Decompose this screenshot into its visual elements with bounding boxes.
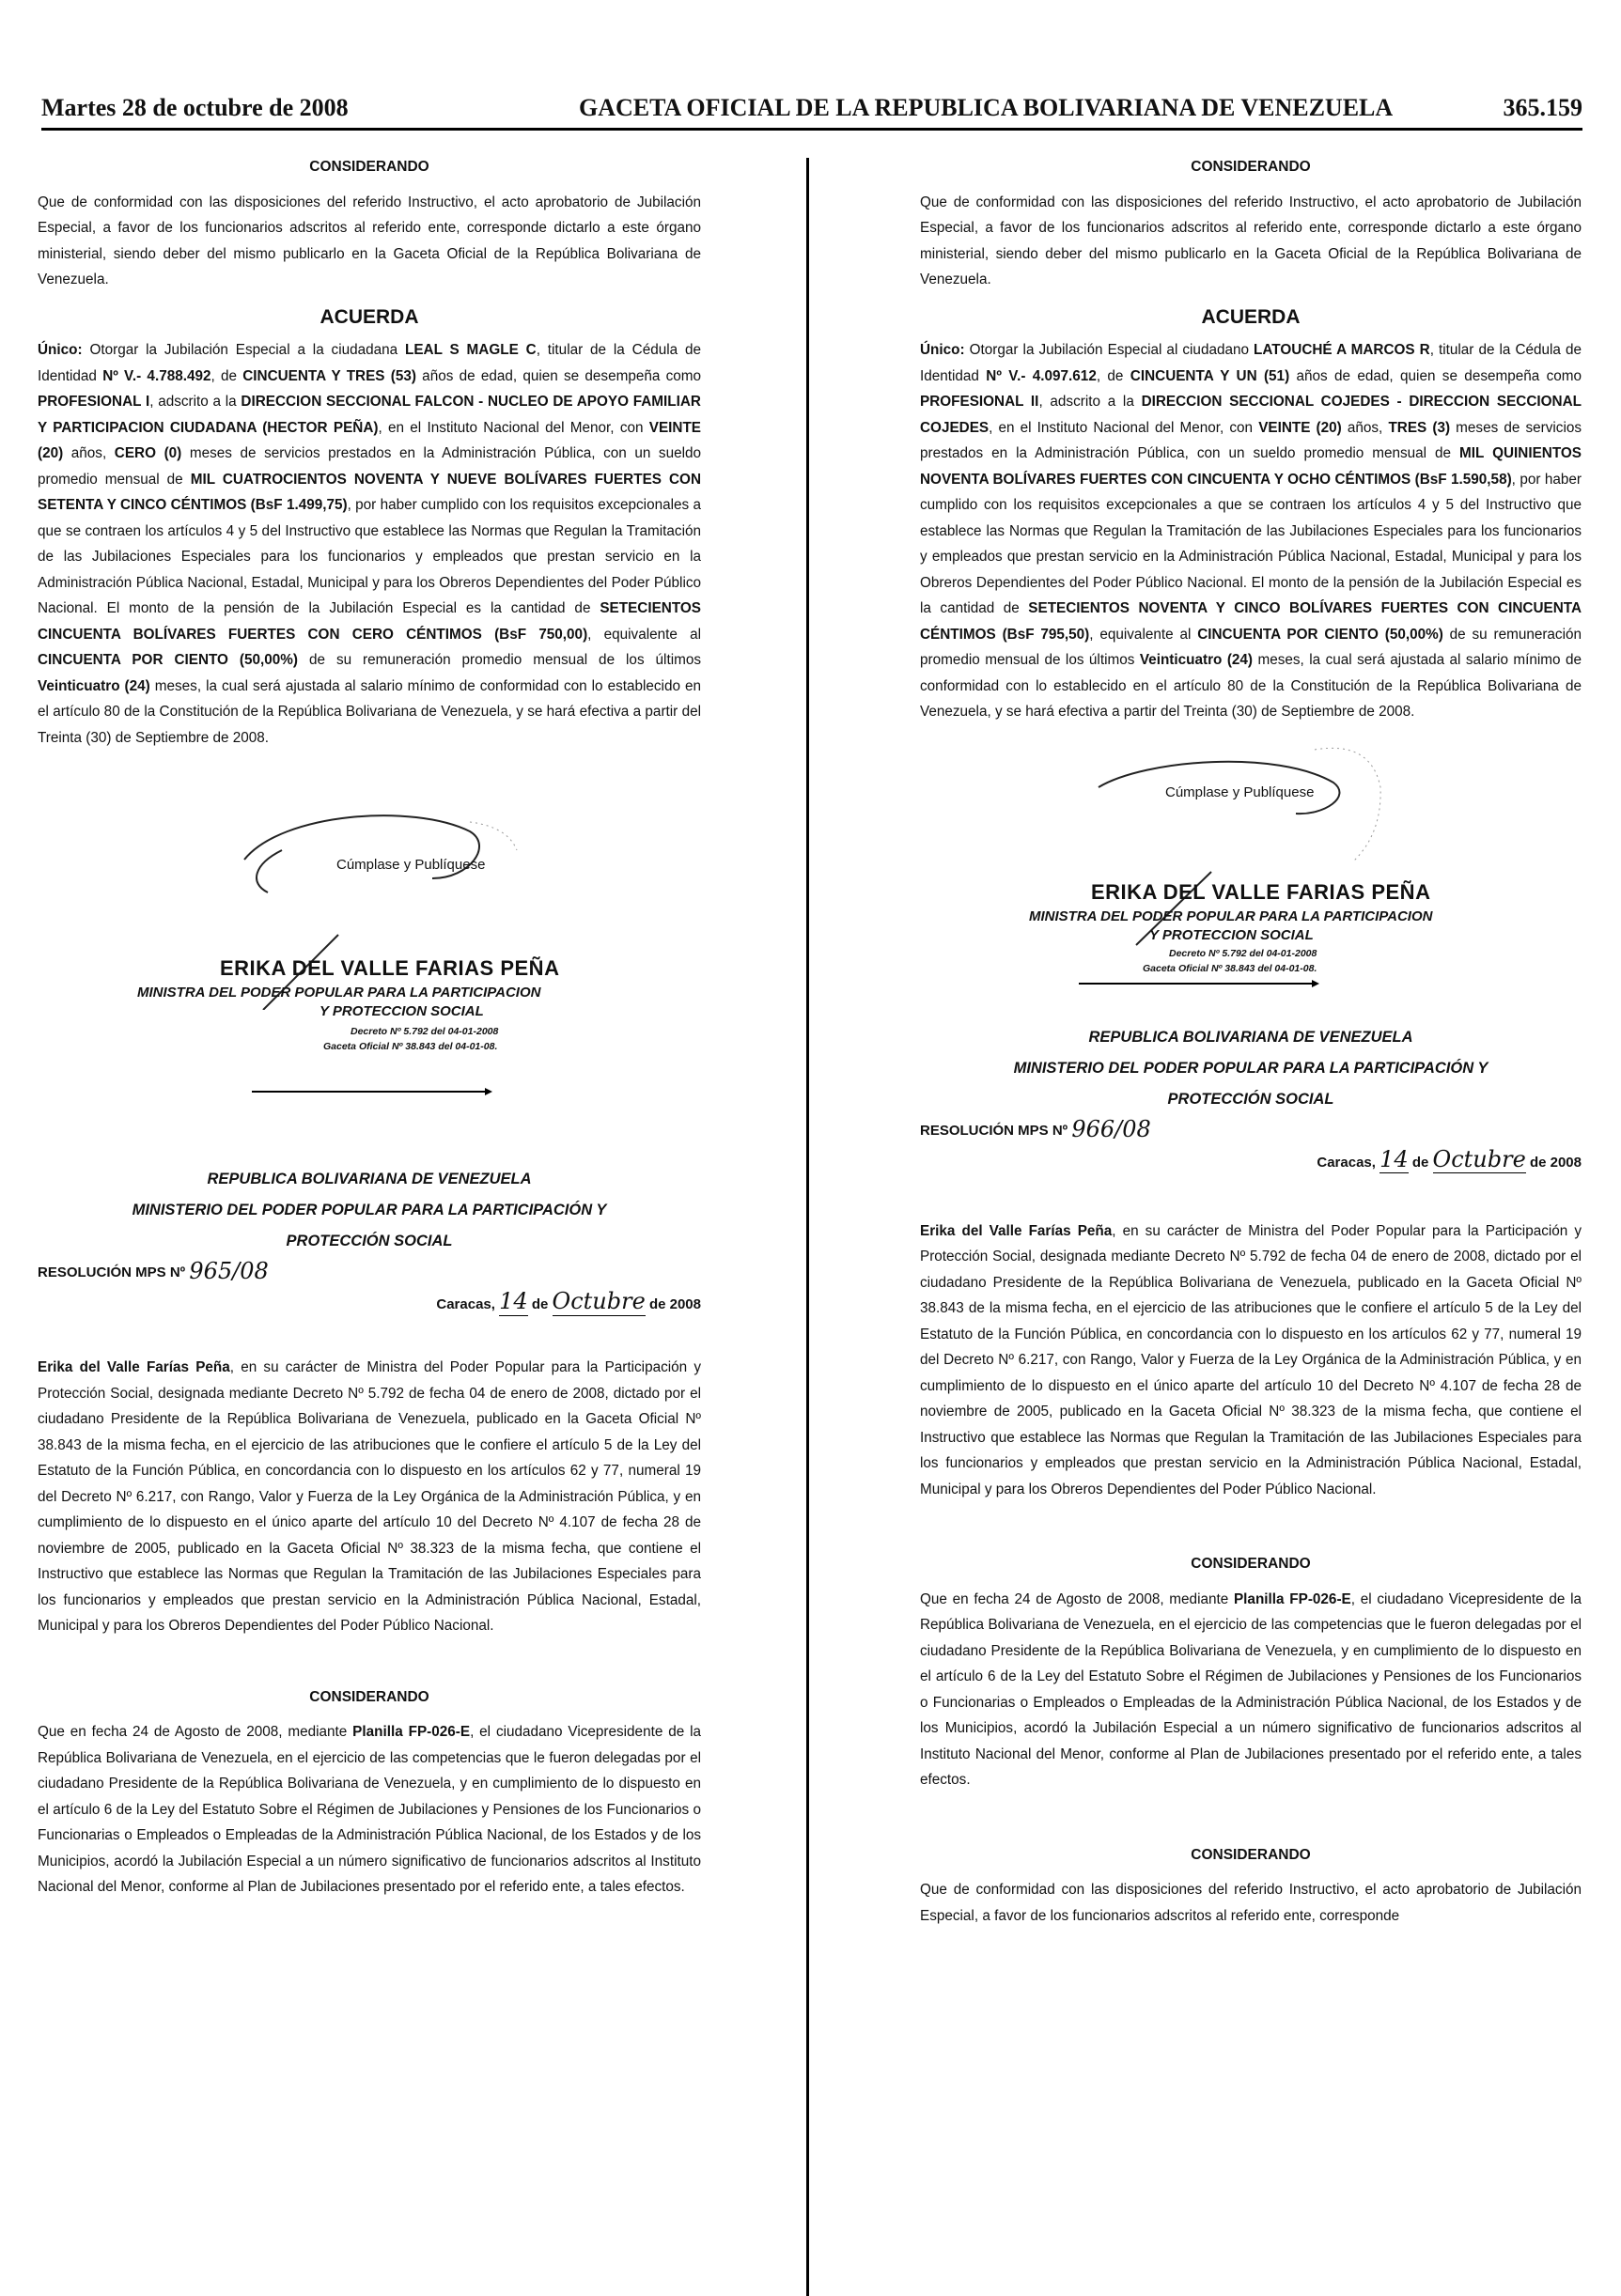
signer-name: ERIKA DEL VALLE FARIAS PEÑA: [220, 956, 560, 980]
signer-decree: Decreto Nº 5.792 del 04-01-2008: [1169, 947, 1317, 959]
separator-rule: [1079, 983, 1314, 985]
signer-gazette-ref: Gaceta Oficial Nº 38.843 del 04-01-08.: [323, 1041, 498, 1052]
unico-paragraph: Único: Otorgar la Jubilación Especial a la ciudadana LEAL S MAGLE C, titular de la Cédula de Identidad Nº V.- 4.788.492, de CINCUENTA Y TRES (53) años de edad, quien se desempeña como PROFESIONAL I, adscrito a la DIRECCION SECCIONAL FALCON - NUCLEO DE APOYO FAMILIAR Y PARTICIPACION CIUDADANA (HECTOR PEÑA), en el Instituto Nacional del Menor, con VEINTE (20) años, CERO (0) meses de servicios prestados en la Administración Pública, con un sueldo promedio mensual de MIL CUATROCIENTOS NOVENTA Y NUEVE BOLÍVARES FUERTES CON SETENTA Y CINCO CÉNTIMOS (BsF 1.499,75), por haber cumplido con los requisitos excepcionales a que se contraen los artículos 4 y 5 del Instructivo que establece las Normas que Regulan la Tramitación de las Jubilaciones Especiales para los funcionarios y empleados que prestan servicio en la Administración Pública Nacional, Estadal, Municipal y para los Obreros Dependientes del Poder Público Nacional. El monto de la pensión de la Jubilación Especial es la cantidad de SETECIENTOS CINCUENTA BOLÍVARES FUERTES CON CERO CÉNTIMOS (BsF 750,00), equivalente al CINCUENTA POR CIENTO (50,00%) de su remuneración promedio mensual de los últimos Veinticuatro (24) meses, la cual será ajustada al salario mínimo de conformidad con lo establecido en el artículo 80 de la Constitución de la República Bolivariana de Venezuela, y se hará efectiva a partir del Treinta (30) de Septiembre de 2008.: [38, 342, 702, 746]
signer-title-line2: Y PROTECCION SOCIAL: [1149, 926, 1314, 943]
republic-heading: REPUBLICA BOLIVARIANA DE VENEZUELA MINISTERIO DEL PODER POPULAR PARA LA PARTICIPACIÓN Y PROTECCIÓN SOCIAL: [132, 1171, 607, 1249]
intro-paragraph: Erika del Valle Farías Peña, en su carácter de Ministra del Poder Popular para la Participación y Protección Social, designada mediante Decreto Nº 5.792 de fecha 04 de enero de 2008, dictado por el ciudadano Presidente de la República Bolivariana de Venezuela, publicado en la Gaceta Oficial Nº 38.843 de la misma fecha, en el ejercicio de las atribuciones que le confiere el artículo 5 de la Ley del Estatuto de la Función Pública, en concordancia con lo dispuesto en los artículos 62 y 77, numeral 19 del Decreto Nº 6.217, con Rango, Valor y Fuerza de la Ley Orgánica de la Administración Pública, y en cumplimiento de lo dispuesto en el único aparte del artículo 10 del Decreto Nº 4.107 de fecha 28 de noviembre de 2005, publicado en la Gaceta Oficial Nº 38.323 de la misma fecha, que contiene el Instructivo que establece las Normas que Regulan la Tramitación de las Jubilaciones Especiales para los funcionarios y empleados que prestan servicio en la Administración Pública Nacional, Estadal, Municipal y para los Obreros Dependientes del Poder Público Nacional.: [38, 1359, 701, 1634]
header-gazette-title: GACETA OFICIAL DE LA REPUBLICA BOLIVARIANA DE VENEZUELA: [579, 94, 1394, 121]
resolution-handwritten: 966/08: [1071, 1115, 1151, 1142]
separator-rule: [252, 1091, 487, 1093]
acuerda-heading: ACUERDA: [1201, 305, 1301, 328]
header-page-number: 365.159: [1503, 94, 1582, 121]
considerando-heading-2: CONSIDERANDO: [309, 1688, 429, 1705]
republic-heading: REPUBLICA BOLIVARIANA DE VENEZUELA MINISTERIO DEL PODER POPULAR PARA LA PARTICIPACIÓN Y PROTECCIÓN SOCIAL: [1013, 1028, 1489, 1108]
considerando-paragraph-2: Que en fecha 24 de Agosto de 2008, mediante Planilla FP-026-E, el ciudadano Vicepresidente de la República Bolivariana de Venezuela, en el ejercicio de las competencias que le fueron delegadas por el ciudadano Presidente de la República Bolivariana de Venezuela, y en cumplimiento de lo dispuesto en el artículo 6 de la Ley del Estatuto Sobre el Régimen de Jubilaciones y Pensiones de los Funcionarios o Funcionarias o Empleados o Empleadas de la Administración Pública Nacional, de los Estados y de los Municipios, acordó la Jubilación Especial a un número significativo de funcionarios adscritos al Instituto Nacional del Menor, conforme al Plan de Jubilaciones presentado por el referido ente, a tales efectos.: [920, 1590, 1582, 1788]
intro-paragraph: Erika del Valle Farías Peña, en su carácter de Ministra del Poder Popular para la Participación y Protección Social, designada mediante Decreto Nº 5.792 de fecha 04 de enero de 2008, dictado por el ciudadano Presidente de la República Bolivariana de Venezuela, publicado en la Gaceta Oficial Nº 38.843 de la misma fecha, en el ejercicio de las atribuciones que le confiere el artículo 5 de la Ley del Estatuto de la Función Pública, en concordancia con lo dispuesto en los artículos 62 y 77, numeral 19 del Decreto Nº 6.217, con Rango, Valor y Fuerza de la Ley Orgánica de la Administración Pública, y en cumplimiento de lo dispuesto en el único aparte del artículo 10 del Decreto Nº 4.107 de fecha 28 de noviembre de 2005, publicado en la Gaceta Oficial Nº 38.323 de la misma fecha, que contiene el Instructivo que establece las Normas que Regulan la Tramitación de las Jubilaciones Especiales para los funcionarios y empleados que prestan servicio en la Administración Pública Nacional, Estadal, Municipal y para los Obreros Dependientes del Poder Público Nacional.: [920, 1222, 1582, 1497]
considerando-paragraph-2: Que en fecha 24 de Agosto de 2008, mediante Planilla FP-026-E, el ciudadano Vicepresidente de la República Bolivariana de Venezuela, en el ejercicio de las competencias que le fueron delegadas por el ciudadano Presidente de la República Bolivariana de Venezuela, y en cumplimiento de lo dispuesto en el artículo 6 de la Ley del Estatuto Sobre el Régimen de Jubilaciones y Pensiones de los Funcionarios o Funcionarias o Empleados o Empleadas de la Administración Pública Nacional, de los Estados y de los Municipios, acordó la Jubilación Especial a un número significativo de funcionarios adscritos al Instituto Nacional del Menor, conforme al Plan de Jubilaciones presentado por el referido ente, a tales efectos.: [38, 1724, 701, 1895]
cumplase-text: Cúmplase y Publíquese: [1165, 783, 1315, 800]
signature-block: [920, 731, 1582, 974]
page-header: [41, 94, 1582, 132]
unico-paragraph: Único: Otorgar la Jubilación Especial al ciudadano LATOUCHÉ A MARCOS R, titular de la Cédula de Identidad Nº V.- 4.097.612, de CINCUENTA Y UN (51) años de edad, quien se desempeña como PROFESIONAL II, adscrito a la DIRECCION SECCIONAL COJEDES - DIRECCION SECCIONAL COJEDES, en el Instituto Nacional del Menor, con VEINTE (20) años, TRES (3) meses de servicios prestados en la Administración Pública, con un sueldo promedio mensual de MIL QUINIENTOS NOVENTA BOLÍVARES FUERTES CON CINCUENTA Y OCHO CÉNTIMOS (BsF 1.590,58), por haber cumplido con los requisitos excepcionales a que se contraen los artículos 4 y 5 del Instructivo que establece las Normas que Regulan la Tramitación de las Jubilaciones Especiales para los funcionarios y empleados que prestan servicio en la Administración Pública Nacional, Estadal, Municipal y para los Obreros Dependientes del Poder Público Nacional. El monto de la pensión de la Jubilación Especial es la cantidad de SETECIENTOS NOVENTA Y CINCO BOLÍVARES FUERTES CON CINCUENTA CÉNTIMOS (BsF 795,50), equivalente al CINCUENTA POR CIENTO (50,00%) de su remuneración promedio mensual de los últimos Veinticuatro (24) meses, la cual será ajustada al salario mínimo de conformidad con lo establecido en el artículo 80 de la Constitución de la República Bolivariana de Venezuela, y se hará efectiva a partir del Treinta (30) de Septiembre de 2008.: [920, 342, 1582, 720]
left-column: [38, 143, 701, 1906]
right-column: [920, 143, 1582, 1934]
header-date: Martes 28 de octubre de 2008: [41, 94, 349, 121]
considerando-heading: CONSIDERANDO: [309, 159, 429, 175]
resolution-handwritten: 965/08: [189, 1258, 269, 1284]
resolution-number: RESOLUCIÓN MPS Nº 966/08: [920, 1115, 1151, 1142]
signer-title-line1: MINISTRA DEL PODER POPULAR PARA LA PARTICIPACION: [137, 985, 541, 1001]
considerando-paragraph-3: Que de conformidad con las disposiciones del referido Instructivo, el acto aprobatorio de Jubilación Especial, a favor de los funcionarios adscritos al referido ente, corresponde: [920, 1882, 1582, 1924]
considerando-paragraph: Que de conformidad con las disposiciones del referido Instructivo, el acto aprobatorio de Jubilación Especial, a favor de los funcionarios adscritos al referido ente, corresponde dictarlo a este órgano ministerial, siendo deber del mismo publicarlo en la Gaceta Oficial de la República Bolivariana de Venezuela.: [920, 194, 1582, 287]
place-date: Caracas, 14 de Octubre de 2008: [436, 1288, 701, 1314]
signer-title-line2: Y PROTECCION SOCIAL: [320, 1003, 484, 1019]
cumplase-text: Cúmplase y Publíquese: [336, 857, 486, 873]
acuerda-heading: ACUERDA: [320, 305, 419, 328]
signer-decree: Decreto Nº 5.792 del 04-01-2008: [351, 1026, 499, 1037]
header-rule: [41, 128, 1582, 131]
considerando-heading-3: CONSIDERANDO: [1191, 1846, 1311, 1863]
considerando-heading-2: CONSIDERANDO: [1191, 1556, 1311, 1572]
signer-title-line1: MINISTRA DEL PODER POPULAR PARA LA PARTICIPACION: [1029, 908, 1433, 924]
resolution-number: RESOLUCIÓN MPS Nº 965/08: [38, 1258, 269, 1284]
considerando-heading: CONSIDERANDO: [1191, 159, 1311, 175]
signer-name: ERIKA DEL VALLE FARIAS PEÑA: [1091, 879, 1431, 904]
signer-gazette-ref: Gaceta Oficial Nº 38.843 del 04-01-08.: [1143, 962, 1317, 974]
column-divider: [806, 158, 809, 2296]
signature-block: [38, 756, 701, 1052]
considerando-paragraph: Que de conformidad con las disposiciones del referido Instructivo, el acto aprobatorio de Jubilación Especial, a favor de los funcionarios adscritos al referido ente, corresponde dictarlo a este órgano ministerial, siendo deber del mismo publicarlo en la Gaceta Oficial de la República Bolivariana de Venezuela.: [38, 194, 701, 287]
place-date: Caracas, 14 de Octubre de 2008: [1317, 1145, 1582, 1172]
